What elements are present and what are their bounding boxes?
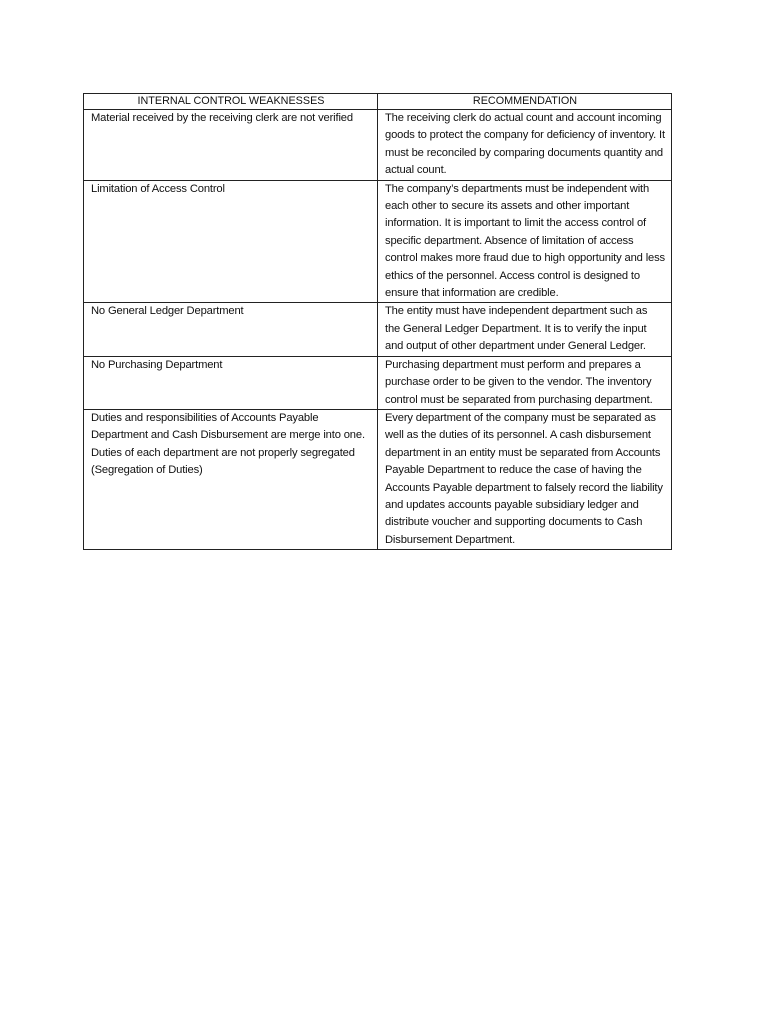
recommendation-cell: The entity must have independent department such as the General Ledger Department. It is to verify the input and output of other department under General Ledger. bbox=[378, 303, 672, 356]
weakness-cell bbox=[84, 110, 378, 181]
header-weaknesses: INTERNAL CONTROL WEAKNESSES bbox=[84, 94, 378, 110]
weakness-text: No Purchasing Department bbox=[91, 358, 223, 371]
table-row bbox=[84, 180, 672, 303]
weakness-cell bbox=[84, 356, 378, 409]
table-header-row bbox=[84, 94, 672, 110]
table-row bbox=[84, 303, 672, 356]
recommendation-cell: The company’s departments must be independent with each other to secure its assets and other important information. It is important to limit the access control of specific department. Absence of limitation of access control makes more fraud due to high opportunity and less ethics of the personnel. Access control is designed to ensure that information are credible. bbox=[378, 180, 672, 303]
weakness-cell bbox=[84, 409, 378, 549]
weakness-text: Limitation of Access Control bbox=[91, 182, 225, 195]
header-recommendation: RECOMMENDATION bbox=[378, 94, 672, 110]
weakness-cell bbox=[84, 180, 378, 303]
weakness-text: Duties of each department are not properly segregated (Segregation of Duties) bbox=[91, 446, 355, 477]
recommendation-cell: The receiving clerk do actual count and account incoming goods to protect the company for deficiency of inventory. It must be reconciled by comparing documents quantity and actual count. bbox=[378, 110, 672, 181]
internal-control-table bbox=[83, 93, 672, 550]
table-row bbox=[84, 356, 672, 409]
weakness-text: Duties and responsibilities of Accounts Payable Department and Cash Disbursement are merge into one. bbox=[91, 411, 365, 442]
recommendation-cell: Every department of the company must be separated as well as the duties of its personnel. A cash disbursement department in an entity must be separated from Accounts Payable Department to reduce the case of having the Accounts Payable department to falsely record the liability and updates accounts payable subsidiary ledger and distribute voucher and supporting documents to Cash Disbursement Department. bbox=[378, 409, 672, 549]
table-row bbox=[84, 110, 672, 181]
weakness-text: No General Ledger Department bbox=[91, 305, 244, 318]
recommendation-cell: Purchasing department must perform and prepares a purchase order to be given to the vendor. The inventory control must be separated from purchasing department. bbox=[378, 356, 672, 409]
weakness-cell bbox=[84, 303, 378, 356]
table-row bbox=[84, 409, 672, 549]
weakness-text: Material received by the receiving clerk are not verified bbox=[91, 112, 353, 124]
